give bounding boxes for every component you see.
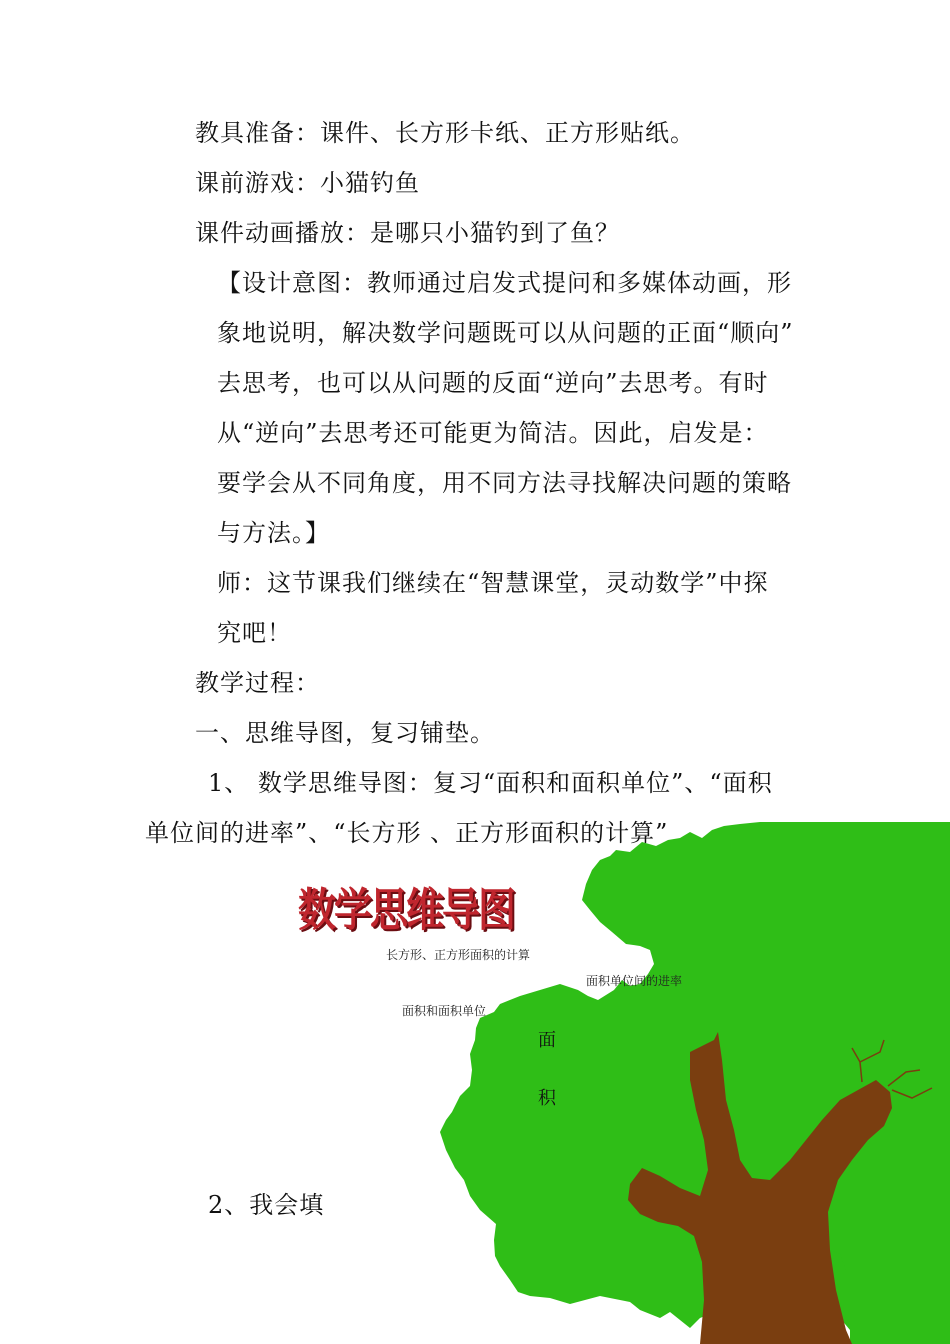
item2-line: 2、我会填 <box>208 1191 325 1219</box>
game-line: 课前游戏：小猫钓鱼 <box>195 169 420 197</box>
design-intent-line: 象地说明，解决数学问题既可以从问题的正面“顺向” <box>217 319 794 347</box>
mindmap-center-char: 积 <box>538 1088 556 1109</box>
mindmap-branch-label: 面积和面积单位 <box>402 1004 487 1018</box>
mindmap-branch-label: 面积单位间的进率 <box>586 974 683 988</box>
item1-line: 单位间的进率”、“长方形 、正方形面积的计算” <box>145 819 669 847</box>
animation-line: 课件动画播放：是哪只小猫钓到了鱼？ <box>195 219 620 247</box>
design-intent-line: 要学会从不同角度，用不同方法寻找解决问题的策略 <box>217 469 792 497</box>
teacher-line: 师：这节课我们继续在“智慧课堂，灵动数学”中探 <box>217 569 769 597</box>
design-intent-line: 与方法。】 <box>217 519 330 547</box>
mindmap-title: 数学思维导图 <box>298 883 515 937</box>
mindmap-branch-label: 长方形、正方形面积的计算 <box>386 948 531 962</box>
process-heading: 教学过程： <box>195 669 320 697</box>
prep-line: 教具准备：课件、长方形卡纸、正方形贴纸。 <box>195 119 695 147</box>
teacher-line: 究吧！ <box>217 619 292 647</box>
item1-line: 1、 数学思维导图：复习“面积和面积单位”、“面积 <box>208 769 773 797</box>
design-intent-line: 【设计意图：教师通过启发式提问和多媒体动画，形 <box>217 269 792 297</box>
section-heading: 一、思维导图，复习铺垫。 <box>195 719 495 747</box>
mindmap-center-char: 面 <box>538 1030 556 1051</box>
design-intent-line: 从“逆向”去思考还可能更为简洁。因此，启发是： <box>217 419 769 447</box>
design-intent-line: 去思考，也可以从问题的反面“逆向”去思考。有时 <box>217 369 769 397</box>
